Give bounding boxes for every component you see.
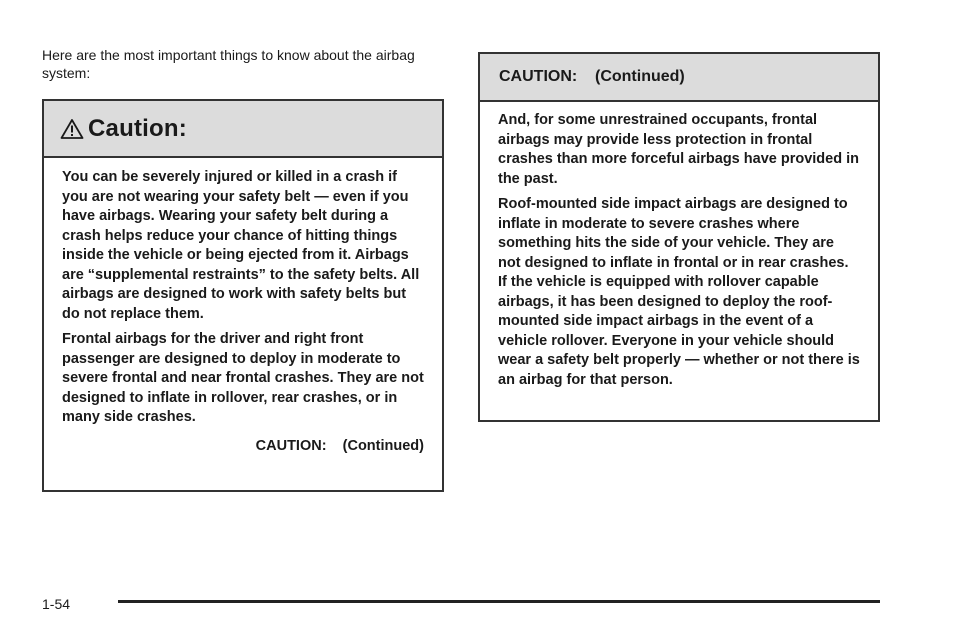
caution-paragraph: Roof-mounted side impact airbags are designed to inflate in moderate to severe crashes where something hits the side of your vehicle. They are not designed to inflate in frontal or in rear crashes. If the vehicle is equipped with rollover capable airbags, it has been designed to deploy the roof-mounted side impact airbags in the event of a vehicle rollover. Everyone in your vehicle should wear a safety belt properly — whether or not there is an airbag for that person. <box>498 196 860 388</box>
caution-paragraph: And, for some unrestrained occupants, frontal airbags may provide less protection in frontal crashes than more forceful airbags have provided in the past. <box>498 112 859 187</box>
caution-continued-body <box>480 102 878 390</box>
caution-body <box>44 158 442 454</box>
caution-continued-title: CAUTION: (Continued) <box>499 68 685 85</box>
caution-paragraph: You can be severely injured or killed in a crash if you are not wearing your safety belt — even if you have airbags. Wearing your safety belt during a crash helps reduce your chance of hitting things inside the vehicle or being ejected from it. Airbags are “supplemental restraints” to the safety belts. All airbags are designed to work with safety belts but do not replace them. <box>62 169 420 322</box>
caution-title: Caution: <box>88 114 187 142</box>
caution-continued-header <box>480 54 878 102</box>
caution-header <box>44 101 442 158</box>
intro-text: Here are the most important things to know about the airbag system: <box>42 47 415 81</box>
footer-rule <box>118 600 880 603</box>
continued-label: CAUTION: (Continued) <box>255 437 424 454</box>
page-number: 1-54 <box>42 596 71 612</box>
caution-box <box>42 99 444 492</box>
caution-paragraph: Frontal airbags for the driver and right front passenger are designed to deploy in moderate to severe frontal and near frontal crashes. They are not designed to inflate in rollover, rear crashes, or in many side crashes. <box>62 331 424 425</box>
warning-triangle-icon <box>60 118 84 140</box>
caution-continued-box <box>478 52 880 422</box>
